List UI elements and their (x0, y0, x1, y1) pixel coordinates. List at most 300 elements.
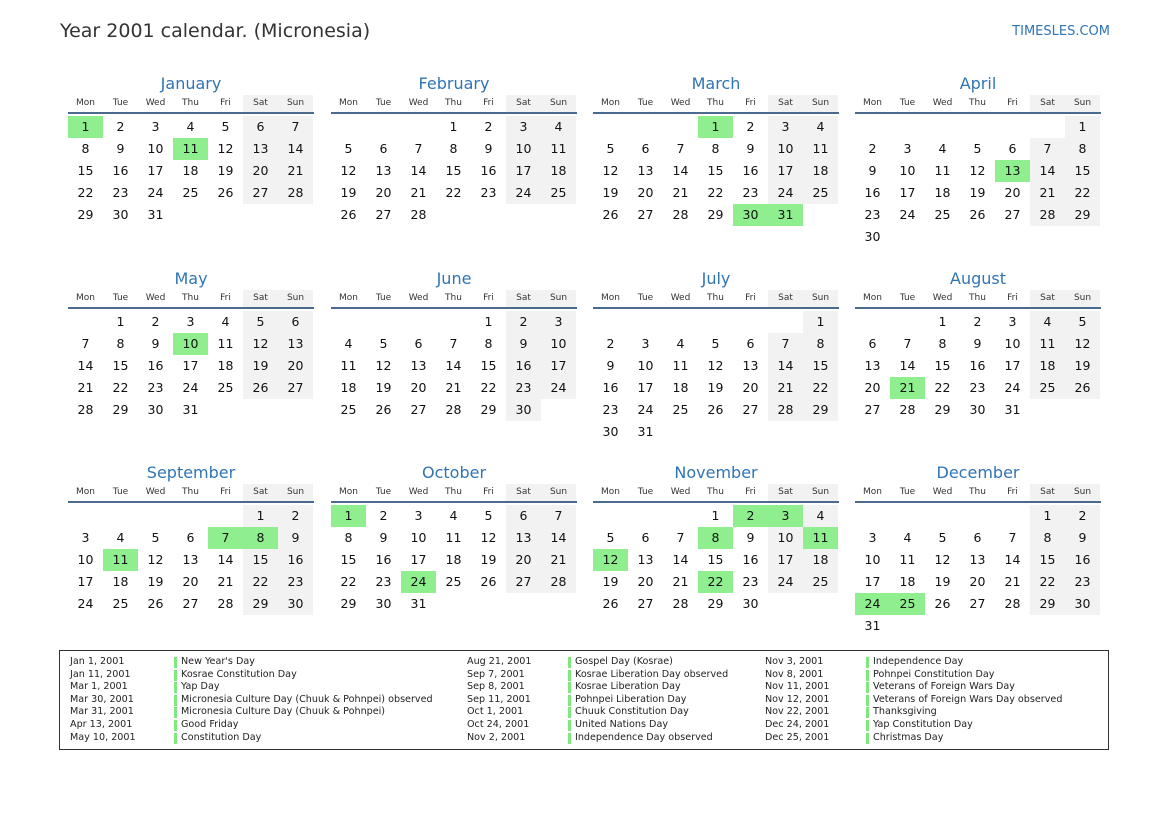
day-cell: 24 (541, 377, 576, 399)
weekday-header (331, 95, 577, 114)
day-cell: 6 (973, 530, 982, 545)
day-cell: 4 (676, 336, 685, 351)
day-cell: 25 (803, 182, 838, 204)
month-april (855, 72, 1101, 248)
legend-row (765, 681, 1095, 694)
weekday-label: Thu (182, 487, 199, 497)
day-cell: 30 (147, 402, 164, 417)
day-cell: 31 (147, 207, 164, 222)
weekday-header (331, 290, 577, 309)
holiday-name: Veterans of Foreign Wars Day observed (873, 693, 1063, 705)
day-cell: 10 (541, 333, 576, 355)
day-cell: 11 (1030, 333, 1065, 355)
day-cell: 20 (742, 380, 759, 395)
day-cell: 28 (672, 596, 689, 611)
holiday-date: Nov 2, 2001 (467, 731, 526, 743)
day-cell: 30 (375, 596, 392, 611)
legend-row (70, 706, 400, 719)
holiday-marker (568, 682, 571, 693)
weekday-label: Mon (601, 487, 620, 497)
day-cell: 23 (864, 207, 881, 222)
day-cell: 29 (243, 593, 278, 615)
empty-cell (855, 116, 890, 138)
weekday-label: Thu (445, 98, 462, 108)
day-cell: 3 (868, 530, 877, 545)
weekday-label: Sun (803, 95, 838, 112)
day-cell: 9 (278, 527, 313, 549)
day-cell: 14 (672, 552, 689, 567)
day-cell: 27 (637, 596, 654, 611)
day-cell: 25 (445, 574, 462, 589)
weekday-label: Fri (745, 98, 756, 108)
holiday-name: Thanksgiving (873, 706, 937, 718)
weekday-label: Mon (601, 98, 620, 108)
day-cell: 20 (637, 185, 654, 200)
day-cell: 26 (217, 185, 234, 200)
day-cell: 20 (969, 574, 986, 589)
day-cell: 29 (480, 402, 497, 417)
day-cell: 17 (768, 160, 803, 182)
day-cell: 27 (742, 402, 759, 417)
day-cell: 30 (864, 229, 881, 244)
weekday-label: Mon (76, 487, 95, 497)
day-cell: 15 (707, 163, 724, 178)
day-cell: 7 (1008, 530, 1017, 545)
weekday-label: Fri (483, 98, 494, 108)
weekday-label: Wed (932, 98, 953, 108)
weekday-label: Sun (1065, 484, 1100, 501)
day-cell: 3 (151, 119, 160, 134)
day-cell: 17 (899, 185, 916, 200)
weekday-header (593, 484, 839, 503)
day-cell: 19 (934, 574, 951, 589)
day-cell: 20 (864, 380, 881, 395)
day-cell: 25 (112, 596, 129, 611)
day-cell: 8 (449, 141, 458, 156)
day-cell: 23 (742, 574, 759, 589)
day-cell: 13 (278, 333, 313, 355)
day-cell: 12 (934, 552, 951, 567)
day-cell: 24 (147, 185, 164, 200)
day-cell: 2 (746, 119, 755, 134)
day-cell: 8 (116, 336, 125, 351)
day-cell: 19 (602, 185, 619, 200)
holiday-name: Micronesia Culture Day (Chuuk & Pohnpei) observed (181, 693, 433, 705)
day-cell: 27 (969, 596, 986, 611)
holiday-marker (174, 733, 177, 744)
holiday-name: Gospel Day (Kosrae) (575, 656, 673, 667)
weekday-label: Tue (112, 293, 129, 303)
day-cell: 13 (410, 358, 427, 373)
holiday-date: Mar 30, 2001 (70, 693, 134, 705)
day-cell: 16 (969, 358, 986, 373)
day-cell: 6 (186, 530, 195, 545)
holiday-name: Yap Day (181, 681, 220, 693)
weekday-header (68, 290, 314, 309)
holiday-day-cell: 25 (890, 593, 925, 615)
day-cell: 28 (278, 182, 313, 204)
holiday-marker (866, 733, 869, 744)
day-cell: 5 (151, 530, 160, 545)
day-cell: 27 (1004, 207, 1021, 222)
day-cell: 26 (340, 207, 357, 222)
day-cell: 18 (1030, 355, 1065, 377)
day-cell: 21 (768, 377, 803, 399)
day-cell: 10 (768, 138, 803, 160)
month-june (331, 267, 577, 421)
month-march (593, 72, 839, 226)
day-cell: 6 (1008, 141, 1017, 156)
day-cell: 24 (77, 596, 94, 611)
day-cell: 15 (77, 163, 94, 178)
weekday-label: Fri (1007, 98, 1018, 108)
holiday-date: Sep 11, 2001 (467, 693, 531, 705)
day-cell: 29 (707, 596, 724, 611)
holiday-day-cell: 8 (243, 527, 278, 549)
day-cell: 21 (672, 574, 689, 589)
day-cell: 26 (934, 596, 951, 611)
holiday-marker (568, 707, 571, 718)
day-cell: 4 (449, 508, 458, 523)
holiday-name: Chuuk Constitution Day (575, 706, 689, 718)
legend-row (70, 656, 400, 669)
holiday-day-cell: 31 (768, 204, 803, 226)
day-cell: 4 (803, 505, 838, 527)
holiday-date: Mar 31, 2001 (70, 706, 134, 718)
day-cell: 7 (768, 333, 803, 355)
day-cell: 4 (541, 116, 576, 138)
day-cell: 21 (541, 549, 576, 571)
legend-row (765, 669, 1095, 682)
legend-row (765, 706, 1095, 719)
day-cell: 24 (899, 207, 916, 222)
weekday-label: Sat (1030, 484, 1065, 501)
weekday-label: Tue (375, 487, 392, 497)
holiday-date: Jan 11, 2001 (70, 668, 131, 680)
legend-row (467, 656, 797, 669)
day-cell: 25 (182, 185, 199, 200)
weekday-label: Tue (899, 487, 916, 497)
day-cell: 14 (217, 552, 234, 567)
day-cell: 14 (768, 355, 803, 377)
day-cell: 3 (414, 508, 423, 523)
month-name: May (174, 269, 208, 288)
legend-row (70, 719, 400, 732)
day-cell: 23 (969, 380, 986, 395)
weekday-label: Sun (278, 95, 313, 112)
day-cell: 18 (445, 552, 462, 567)
day-cell: 21 (1004, 574, 1021, 589)
day-cell: 9 (484, 141, 493, 156)
month-september (68, 461, 314, 615)
day-cell: 1 (803, 311, 838, 333)
weekday-label: Fri (745, 487, 756, 497)
weekday-label: Sat (243, 95, 278, 112)
legend-row (467, 732, 797, 745)
site-link[interactable]: TIMESLES.COM (1012, 24, 1110, 39)
day-cell: 9 (151, 336, 160, 351)
day-cell: 17 (864, 574, 881, 589)
holiday-day-cell: 11 (103, 549, 138, 571)
day-cell: 20 (375, 185, 392, 200)
day-cell: 11 (899, 552, 916, 567)
weekday-label: Thu (707, 293, 724, 303)
day-cell: 21 (1030, 182, 1065, 204)
empty-cell (890, 311, 925, 333)
day-cell: 18 (541, 160, 576, 182)
weekday-label: Sun (541, 484, 576, 501)
day-cell: 16 (1065, 549, 1100, 571)
empty-cell (698, 311, 733, 333)
day-grid (68, 503, 314, 615)
legend-row (467, 694, 797, 707)
day-cell: 11 (217, 336, 234, 351)
legend-row (70, 681, 400, 694)
day-cell: 6 (868, 336, 877, 351)
day-cell: 6 (414, 336, 423, 351)
day-cell: 14 (541, 527, 576, 549)
month-january (68, 72, 314, 226)
day-cell: 27 (864, 402, 881, 417)
day-cell: 28 (410, 207, 427, 222)
day-cell: 14 (445, 358, 462, 373)
weekday-label: Wed (145, 293, 166, 303)
legend-row (70, 669, 400, 682)
month-name: February (418, 74, 490, 93)
day-cell: 23 (278, 571, 313, 593)
day-cell: 31 (1004, 402, 1021, 417)
holiday-name: Pohnpei Liberation Day (575, 693, 687, 705)
weekday-label: Sun (541, 290, 576, 307)
day-cell: 3 (81, 530, 90, 545)
weekday-label: Wed (670, 487, 691, 497)
weekday-label: Mon (339, 293, 358, 303)
weekday-label: Tue (375, 98, 392, 108)
holiday-day-cell: 21 (890, 377, 925, 399)
day-cell: 10 (768, 527, 803, 549)
day-cell: 7 (278, 116, 313, 138)
day-cell: 24 (1004, 380, 1021, 395)
day-cell: 7 (414, 141, 423, 156)
empty-cell (138, 505, 173, 527)
weekday-label: Sat (768, 95, 803, 112)
day-cell: 25 (672, 402, 689, 417)
day-cell: 10 (147, 141, 164, 156)
day-cell: 14 (278, 138, 313, 160)
holiday-marker (174, 695, 177, 706)
day-cell: 18 (182, 163, 199, 178)
empty-cell (663, 311, 698, 333)
day-cell: 25 (803, 571, 838, 593)
day-cell: 22 (340, 574, 357, 589)
day-cell: 26 (1065, 377, 1100, 399)
day-cell: 18 (899, 574, 916, 589)
empty-cell (960, 505, 995, 527)
day-cell: 6 (243, 116, 278, 138)
weekday-label: Sun (541, 95, 576, 112)
weekday-label: Wed (145, 487, 166, 497)
holiday-day-cell: 1 (68, 116, 103, 138)
day-cell: 27 (506, 571, 541, 593)
weekday-label: Wed (408, 487, 429, 497)
month-name: June (436, 269, 472, 288)
day-cell: 26 (375, 402, 392, 417)
weekday-label: Sun (278, 290, 313, 307)
day-cell: 28 (445, 402, 462, 417)
holiday-date: Mar 1, 2001 (70, 681, 128, 693)
weekday-label: Mon (601, 293, 620, 303)
day-cell: 11 (340, 358, 357, 373)
legend-row (467, 681, 797, 694)
page-title: Year 2001 calendar. (Micronesia) (60, 20, 371, 42)
day-cell: 3 (541, 311, 576, 333)
day-cell: 9 (746, 141, 755, 156)
day-cell: 28 (899, 402, 916, 417)
holiday-day-cell: 3 (768, 505, 803, 527)
holiday-date: Sep 7, 2001 (467, 668, 525, 680)
month-july (593, 267, 839, 443)
weekday-label: Sat (243, 484, 278, 501)
day-cell: 25 (217, 380, 234, 395)
day-cell: 16 (506, 355, 541, 377)
day-cell: 15 (1030, 549, 1065, 571)
month-august (855, 267, 1101, 421)
day-cell: 5 (1065, 311, 1100, 333)
day-cell: 5 (379, 336, 388, 351)
day-cell: 16 (112, 163, 129, 178)
holiday-date: Dec 25, 2001 (765, 731, 830, 743)
day-cell: 25 (340, 402, 357, 417)
holiday-date: Dec 24, 2001 (765, 718, 830, 730)
holiday-day-cell: 1 (331, 505, 366, 527)
holiday-date: Oct 24, 2001 (467, 718, 530, 730)
empty-cell (890, 116, 925, 138)
month-name: November (674, 463, 758, 482)
day-cell: 17 (410, 552, 427, 567)
day-cell: 12 (480, 530, 497, 545)
day-cell: 2 (151, 314, 160, 329)
holiday-marker (866, 670, 869, 681)
day-cell: 12 (707, 358, 724, 373)
empty-cell (628, 505, 663, 527)
holiday-date: Nov 12, 2001 (765, 693, 830, 705)
day-cell: 14 (899, 358, 916, 373)
day-cell: 15 (445, 163, 462, 178)
weekday-label: Sat (243, 290, 278, 307)
weekday-header (593, 290, 839, 309)
day-cell: 13 (243, 138, 278, 160)
day-cell: 31 (637, 424, 654, 439)
day-cell: 21 (672, 185, 689, 200)
holiday-name: Independence Day (873, 656, 964, 667)
weekday-label: Tue (637, 487, 654, 497)
weekday-label: Mon (863, 98, 882, 108)
weekday-label: Mon (863, 487, 882, 497)
weekday-label: Thu (182, 98, 199, 108)
day-cell: 1 (116, 314, 125, 329)
day-cell: 5 (606, 141, 615, 156)
day-cell: 2 (484, 119, 493, 134)
day-cell: 15 (1065, 160, 1100, 182)
day-cell: 2 (973, 314, 982, 329)
day-cell: 21 (217, 574, 234, 589)
holiday-date: Apr 13, 2001 (70, 718, 133, 730)
day-cell: 15 (934, 358, 951, 373)
month-february (331, 72, 577, 226)
day-cell: 22 (77, 185, 94, 200)
month-name: December (936, 463, 1020, 482)
holiday-day-cell: 1 (698, 116, 733, 138)
holiday-marker (174, 707, 177, 718)
holiday-name: Good Friday (181, 718, 239, 730)
day-cell: 28 (541, 571, 576, 593)
day-cell: 19 (340, 185, 357, 200)
day-cell: 23 (602, 402, 619, 417)
day-cell: 24 (637, 402, 654, 417)
day-cell: 28 (217, 596, 234, 611)
holiday-marker (568, 670, 571, 681)
weekday-label: Fri (483, 487, 494, 497)
holiday-day-cell: 11 (803, 527, 838, 549)
day-cell: 10 (637, 358, 654, 373)
holiday-legend (59, 650, 1109, 750)
month-name: October (421, 463, 487, 482)
day-cell: 19 (1065, 355, 1100, 377)
day-cell: 16 (278, 549, 313, 571)
day-cell: 29 (803, 399, 838, 421)
holiday-day-cell: 11 (173, 138, 208, 160)
day-cell: 16 (375, 552, 392, 567)
weekday-label: Tue (637, 98, 654, 108)
day-cell: 13 (969, 552, 986, 567)
weekday-header (855, 484, 1101, 503)
day-cell: 21 (410, 185, 427, 200)
day-cell: 4 (803, 116, 838, 138)
day-cell: 3 (186, 314, 195, 329)
day-cell: 9 (868, 163, 877, 178)
day-cell: 22 (1030, 571, 1065, 593)
day-cell: 29 (1065, 204, 1100, 226)
legend-row (765, 694, 1095, 707)
day-cell: 8 (803, 333, 838, 355)
weekday-label: Thu (707, 98, 724, 108)
weekday-label: Fri (483, 293, 494, 303)
weekday-label: Sat (768, 484, 803, 501)
day-cell: 2 (116, 119, 125, 134)
day-cell: 12 (969, 163, 986, 178)
weekday-label: Sat (1030, 95, 1065, 112)
day-cell: 19 (243, 355, 278, 377)
day-grid (593, 309, 839, 443)
day-cell: 10 (410, 530, 427, 545)
day-cell: 4 (903, 530, 912, 545)
day-cell: 6 (746, 336, 755, 351)
month-name: September (146, 463, 236, 482)
holiday-marker (866, 695, 869, 706)
holiday-day-cell: 10 (173, 333, 208, 355)
day-cell: 29 (934, 402, 951, 417)
day-cell: 25 (1030, 377, 1065, 399)
day-cell: 4 (116, 530, 125, 545)
day-cell: 5 (938, 530, 947, 545)
day-cell: 7 (541, 505, 576, 527)
day-cell: 5 (221, 119, 230, 134)
day-cell: 14 (672, 163, 689, 178)
empty-cell (855, 311, 890, 333)
weekday-label: Mon (339, 98, 358, 108)
day-cell: 1 (711, 508, 720, 523)
empty-cell (401, 311, 436, 333)
